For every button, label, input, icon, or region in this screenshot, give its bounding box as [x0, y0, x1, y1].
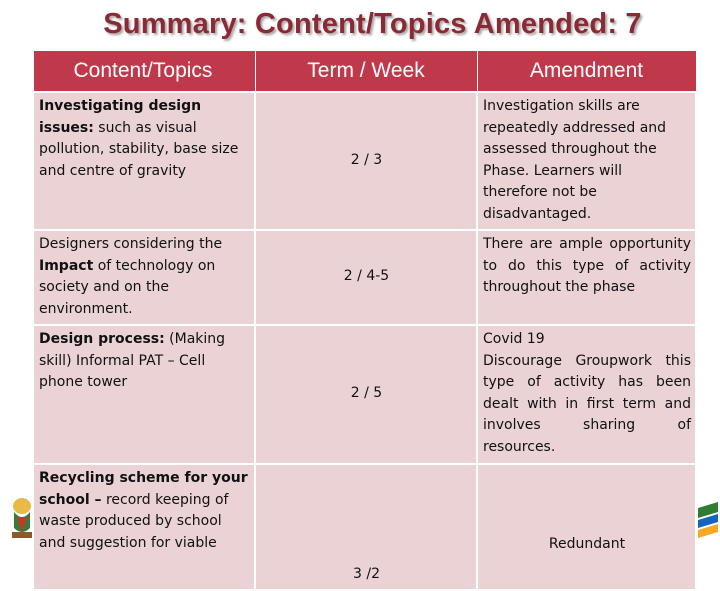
amendment-line-covid: Covid 19	[483, 331, 545, 347]
coat-of-arms-icon	[8, 488, 34, 540]
amendments-table	[32, 50, 697, 591]
topic-bold-text: Recycling scheme for your school –	[39, 470, 248, 508]
topic-cell	[33, 230, 255, 325]
partner-logo-icon	[696, 488, 720, 540]
topic-text: such as visual pollution, stability, base size and centre of gravity	[39, 119, 239, 179]
term-week-cell: 2 / 5	[255, 325, 477, 464]
topic-bold-text: Impact	[39, 257, 94, 274]
column-header-term-week: Term / Week	[255, 51, 477, 93]
page-title: Summary: Content/Topics Amended: 7	[103, 8, 642, 40]
topic-cell	[33, 464, 255, 590]
column-header-topics: Content/Topics	[33, 51, 255, 93]
amendment-cell: There are ample opportunity to do this type of activity throughout the phase	[477, 230, 696, 325]
amendment-cell	[477, 325, 696, 464]
table-row	[33, 464, 696, 590]
topic-text: (Making skill) Informal PAT – Cell phone tower	[39, 331, 226, 390]
topic-text-pre: Designers considering the	[39, 236, 223, 252]
topic-text: of technology on society and on the environment.	[39, 257, 216, 317]
term-week-cell: 2 / 3	[255, 92, 477, 230]
topic-cell	[33, 92, 255, 230]
table-row	[33, 92, 696, 230]
term-week-cell: 3 /2	[255, 464, 477, 590]
table-row	[33, 325, 696, 464]
table-header-row	[33, 51, 696, 93]
topic-text: record keeping of waste produced by school and suggestion for viable	[39, 491, 229, 551]
amendment-text: Discourage Groupwork this type of activity has been dealt with in first term and involves sharing of resources.	[483, 352, 691, 455]
topic-bold-text: Design process:	[39, 331, 165, 347]
topic-bold-text: Investigating design issues:	[39, 98, 202, 136]
amendment-cell: Redundant	[477, 464, 696, 590]
column-header-amendment: Amendment	[477, 51, 696, 93]
amendment-cell: Investigation skills are repeatedly addressed and assessed throughout the Phase. Learners will therefore not be disadvantaged.	[477, 92, 696, 230]
table-row	[33, 230, 696, 325]
term-week-cell: 2 / 4-5	[255, 230, 477, 325]
topic-cell	[33, 325, 255, 464]
